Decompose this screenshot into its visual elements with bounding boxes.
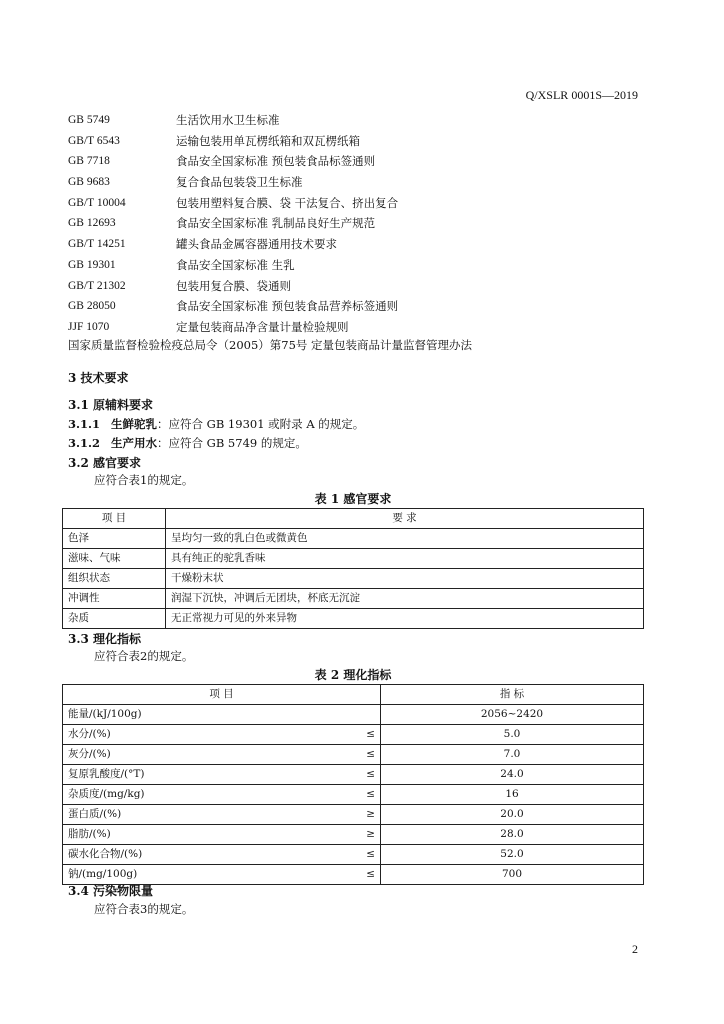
table-cell-value: 700 bbox=[381, 865, 644, 885]
document-code: Q/XSLR 0001S—2019 bbox=[525, 88, 638, 102]
reference-title: 包装用复合膜、袋通则 bbox=[176, 278, 291, 293]
reference-item bbox=[68, 234, 668, 255]
table-cell-item: 组织状态 bbox=[63, 569, 166, 589]
table-row bbox=[63, 705, 644, 725]
table-1-caption: 表 1 感官要求 bbox=[314, 492, 392, 506]
table-cell-value: 5.0 bbox=[381, 725, 644, 745]
table-header-cell: 指 标 bbox=[381, 685, 644, 705]
table-cell-item: 冲调性 bbox=[63, 589, 166, 609]
reference-list bbox=[68, 110, 668, 338]
section-3-2-heading: 3.2 感官要求 bbox=[68, 456, 142, 470]
section-3-4-paragraph: 应符合表3的规定。 bbox=[94, 902, 194, 916]
sensory-table bbox=[62, 508, 644, 629]
table-row bbox=[63, 609, 644, 629]
table-cell-item: 色泽 bbox=[63, 529, 166, 549]
reference-title: 食品安全国家标准 预包装食品标签通则 bbox=[176, 154, 376, 169]
section-3-1-1-text: ：应符合 GB 19301 或附录 A 的规定。 bbox=[156, 417, 365, 431]
reference-code: GB 12693 bbox=[68, 217, 116, 230]
section-3-1-2-text: ：应符合 GB 5749 的规定。 bbox=[156, 436, 307, 450]
table-row bbox=[63, 845, 644, 865]
reference-code: GB/T 21302 bbox=[68, 279, 126, 292]
reference-title: 食品安全国家标准 生乳 bbox=[176, 257, 295, 272]
section-3-4-heading: 3.4 污染物限量 bbox=[68, 884, 154, 898]
table-row bbox=[63, 765, 644, 785]
table-cell-value: 2056~2420 bbox=[381, 705, 644, 725]
table-cell-requirement: 润湿下沉快，冲调后无团块，杯底无沉淀 bbox=[166, 589, 644, 609]
reference-title: 罐头食品金属容器通用技术要求 bbox=[176, 237, 337, 252]
table-cell-item: 滋味、气味 bbox=[63, 549, 166, 569]
reference-title: 复合食品包装袋卫生标准 bbox=[176, 175, 303, 190]
table-cell-operator: ≥ bbox=[348, 805, 381, 825]
table-cell-value: 20.0 bbox=[381, 805, 644, 825]
table-cell-operator: ≥ bbox=[348, 825, 381, 845]
section-3-1-2-number: 3.1.2 bbox=[68, 436, 101, 450]
table-row bbox=[63, 549, 644, 569]
reference-item bbox=[68, 193, 668, 214]
section-3-1-1-number: 3.1.1 bbox=[68, 417, 101, 431]
table-cell-item: 复原乳酸度/(°T) bbox=[63, 765, 349, 785]
table-cell-item: 能量/(kJ/100g) bbox=[63, 705, 349, 725]
table-cell-operator bbox=[348, 705, 381, 725]
table-cell-operator: ≤ bbox=[348, 785, 381, 805]
reference-item bbox=[68, 151, 668, 172]
table-cell-operator: ≤ bbox=[348, 765, 381, 785]
table-cell-value: 16 bbox=[381, 785, 644, 805]
table-cell-operator: ≤ bbox=[348, 725, 381, 745]
reference-code: GB/T 14251 bbox=[68, 238, 126, 251]
reference-code: GB 7718 bbox=[68, 155, 110, 168]
section-3-1-1-label: 生鲜驼乳 bbox=[110, 417, 157, 431]
table-row bbox=[63, 725, 644, 745]
reference-code: GB 28050 bbox=[68, 300, 116, 313]
page-number: 2 bbox=[632, 942, 638, 956]
table-row bbox=[63, 745, 644, 765]
table-row bbox=[63, 785, 644, 805]
table-row bbox=[63, 569, 644, 589]
table-cell-operator: ≤ bbox=[348, 845, 381, 865]
reference-code: GB 19301 bbox=[68, 258, 116, 271]
table-cell-value: 7.0 bbox=[381, 745, 644, 765]
table-row bbox=[63, 825, 644, 845]
table-header-cell: 要 求 bbox=[166, 509, 644, 529]
table-header-row bbox=[63, 685, 644, 705]
table-header-row bbox=[63, 509, 644, 529]
table-cell-requirement: 干燥粉末状 bbox=[166, 569, 644, 589]
table-cell-value: 28.0 bbox=[381, 825, 644, 845]
reference-title: 包装用塑料复合膜、袋 干法复合、挤出复合 bbox=[176, 195, 399, 210]
reference-item bbox=[68, 213, 668, 234]
reference-title: 定量包装商品净含量计量检验规则 bbox=[176, 319, 349, 334]
section-3-3-heading: 3.3 理化指标 bbox=[68, 632, 142, 646]
table-cell-value: 52.0 bbox=[381, 845, 644, 865]
section-3-heading: 3 技术要求 bbox=[68, 371, 129, 385]
reference-code: GB 5749 bbox=[68, 114, 110, 126]
table-cell-operator: ≤ bbox=[348, 745, 381, 765]
reference-regulation: 国家质量监督检验检疫总局令（2005）第75号 定量包装商品计量监督管理办法 bbox=[68, 338, 473, 352]
reference-code: GB/T 10004 bbox=[68, 196, 126, 209]
table-cell-item: 水分/(%) bbox=[63, 725, 349, 745]
table-header-cell: 项 目 bbox=[63, 509, 166, 529]
reference-code: GB/T 6543 bbox=[68, 134, 120, 147]
table-cell-item: 钠/(mg/100g) bbox=[63, 865, 349, 885]
table-cell-operator: ≤ bbox=[348, 865, 381, 885]
reference-item bbox=[68, 172, 668, 193]
table-cell-item: 蛋白质/(%) bbox=[63, 805, 349, 825]
section-3-1-2-label: 生产用水 bbox=[110, 436, 157, 450]
section-3-1-heading: 3.1 原辅料要求 bbox=[68, 398, 154, 412]
physicochemical-table bbox=[62, 684, 644, 885]
table-cell-requirement: 无正常视力可见的外来异物 bbox=[166, 609, 644, 629]
table-cell-item: 灰分/(%) bbox=[63, 745, 349, 765]
table-2-caption: 表 2 理化指标 bbox=[314, 668, 392, 682]
reference-item bbox=[68, 276, 668, 297]
table-cell-item: 碳水化合物/(%) bbox=[63, 845, 349, 865]
reference-item bbox=[68, 110, 668, 131]
reference-title: 食品安全国家标准 乳制品良好生产规范 bbox=[176, 216, 376, 231]
table-row bbox=[63, 805, 644, 825]
table-header-cell: 项 目 bbox=[63, 685, 381, 705]
table-row bbox=[63, 589, 644, 609]
section-3-1-2 bbox=[68, 435, 307, 451]
reference-title: 运输包装用单瓦楞纸箱和双瓦楞纸箱 bbox=[176, 133, 360, 148]
table-cell-item: 杂质 bbox=[63, 609, 166, 629]
reference-item bbox=[68, 255, 668, 276]
table-cell-value: 24.0 bbox=[381, 765, 644, 785]
table-cell-requirement: 具有纯正的驼乳香味 bbox=[166, 549, 644, 569]
reference-item bbox=[68, 131, 668, 152]
section-3-2-paragraph: 应符合表1的规定。 bbox=[94, 473, 194, 487]
table-cell-item: 杂质度/(mg/kg) bbox=[63, 785, 349, 805]
reference-code: JJF 1070 bbox=[68, 320, 110, 333]
reference-code: GB 9683 bbox=[68, 176, 110, 189]
reference-item bbox=[68, 317, 668, 338]
table-cell-requirement: 呈均匀一致的乳白色或微黄色 bbox=[166, 529, 644, 549]
reference-title: 食品安全国家标准 预包装食品营养标签通则 bbox=[176, 299, 399, 314]
reference-item bbox=[68, 296, 668, 317]
reference-title: 生活饮用水卫生标准 bbox=[176, 113, 280, 127]
table-row bbox=[63, 529, 644, 549]
section-3-1-1 bbox=[68, 416, 364, 432]
table-cell-item: 脂肪/(%) bbox=[63, 825, 349, 845]
section-3-3-paragraph: 应符合表2的规定。 bbox=[94, 649, 194, 663]
